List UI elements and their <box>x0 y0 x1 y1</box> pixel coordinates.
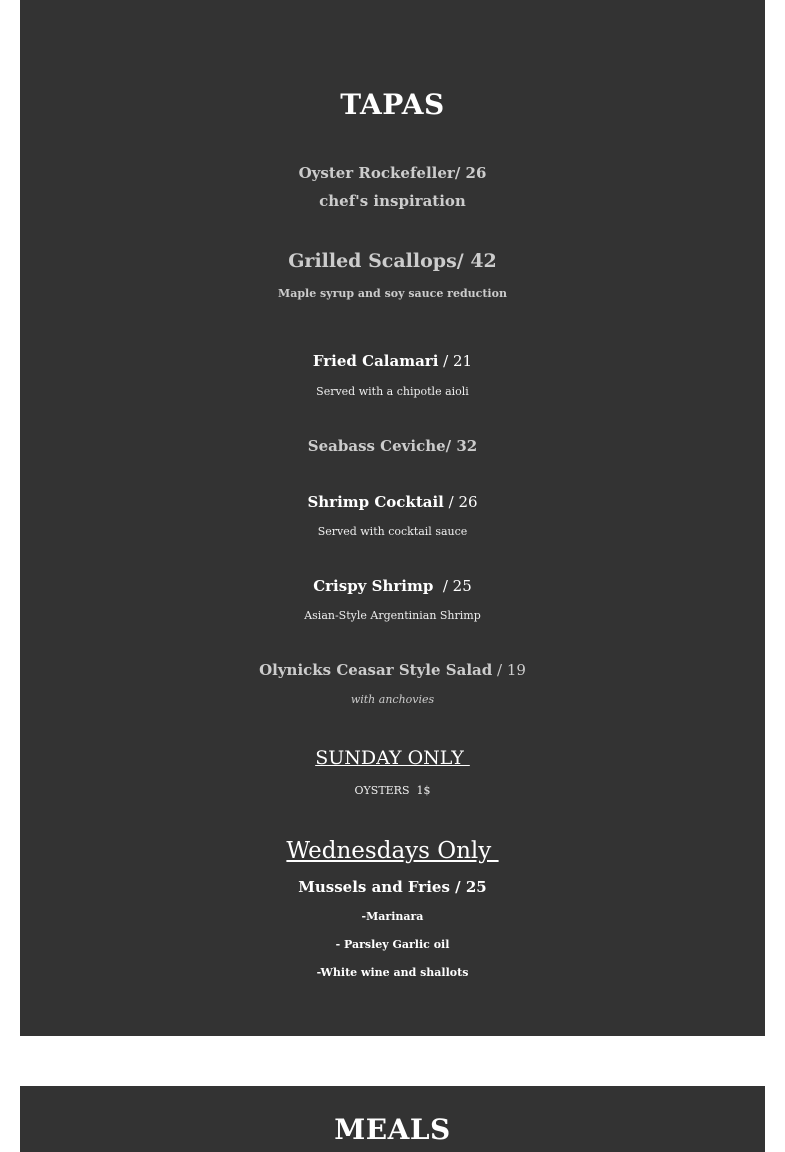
menu-item-description: with anchovies <box>350 693 435 706</box>
option-parsley-garlic-oil: - Parsley Garlic oil <box>335 938 450 951</box>
menu-item-price: / 21 <box>438 352 473 370</box>
menu-item-shrimp-cocktail <box>20 493 765 511</box>
menu-item-crispy-shrimp <box>20 577 765 595</box>
section-title-tapas: TAPAS <box>340 88 445 121</box>
option-white-wine-shallots: -White wine and shallots <box>316 966 469 979</box>
menu-item-caesar-salad <box>20 661 765 679</box>
menu-item-oyster-rockefeller: Oyster Rockefeller/ 26 <box>298 164 487 182</box>
menu-item-description: Served with cocktail sauce <box>317 525 468 538</box>
menu-item-seabass-ceviche: Seabass Ceviche/ 32 <box>307 437 478 455</box>
menu-item-fried-calamari <box>20 352 765 370</box>
menu-item-name: Fried Calamari <box>312 352 439 370</box>
menu-item-description: chef's inspiration <box>319 192 466 210</box>
menu-item-description: Asian-Style Argentinian Shrimp <box>304 609 481 622</box>
menu-item-mussels-and-fries: Mussels and Fries / 25 <box>298 878 487 896</box>
menu-item-name: Olynicks Ceasar Style Salad <box>259 661 493 679</box>
menu-item-description: Served with a chipotle aioli <box>316 385 469 398</box>
option-marinara: -Marinara <box>361 910 424 923</box>
sunday-only-heading: SUNDAY ONLY <box>315 747 470 769</box>
sunday-special: OYSTERS 1$ <box>354 784 431 797</box>
menu-item-price: / 19 <box>492 661 526 679</box>
menu-item-price: / 26 <box>443 493 478 511</box>
menu-item-grilled-scallops: Grilled Scallops/ 42 <box>288 250 497 272</box>
tapas-section <box>20 0 765 1036</box>
menu-item-price: / 25 <box>433 577 472 595</box>
menu-item-description: Maple syrup and soy sauce reduction <box>278 287 507 300</box>
menu-item-name: Shrimp Cocktail <box>307 493 444 511</box>
section-title-meals: MEALS <box>334 1113 451 1146</box>
meals-section <box>20 1086 765 1152</box>
wednesdays-only-heading: Wednesdays Only <box>286 838 499 864</box>
menu-item-name: Crispy Shrimp <box>313 577 434 595</box>
